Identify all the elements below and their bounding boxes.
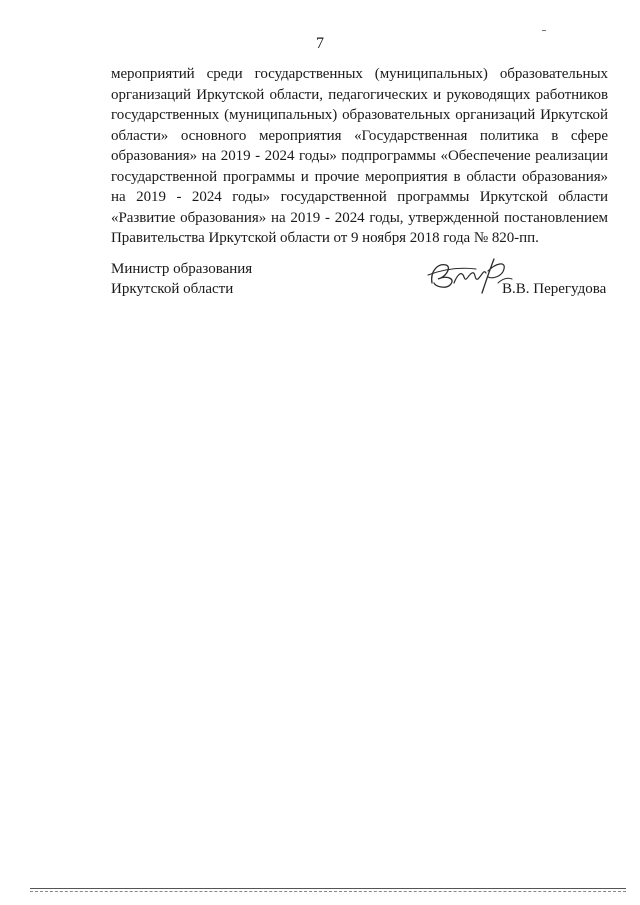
body-paragraph: мероприятий среди государственных (муниципальных) образовательных организаций Иркутской области, педагогических и руководящих работников государственных (муниципальных) образовательных организаций Иркутской области» основного мероприятия «Государственная политика в сфере образования» на 2019 - 2024 годы» подпрограммы «Обеспечение реализации государственной программы и прочие мероприятия в области образования» на 2019 - 2024 годы» государственной программы Иркутской области «Развитие образования» на 2019 - 2024 годы, утвержденной постановлением Правительства Иркутской области от 9 ноября 2018 года № 820-пп. bbox=[111, 66, 608, 246]
signatory-position-line-1: Министр образования bbox=[111, 261, 253, 277]
signature-block bbox=[111, 259, 611, 319]
signatory-position-line-2: Иркутской области bbox=[111, 281, 234, 297]
scan-speck bbox=[542, 30, 546, 31]
footer-rule bbox=[30, 888, 626, 889]
footer-rule-secondary bbox=[30, 891, 626, 892]
signatory-name: В.В. Перегудова bbox=[502, 281, 607, 297]
page-number: 7 bbox=[316, 35, 324, 52]
